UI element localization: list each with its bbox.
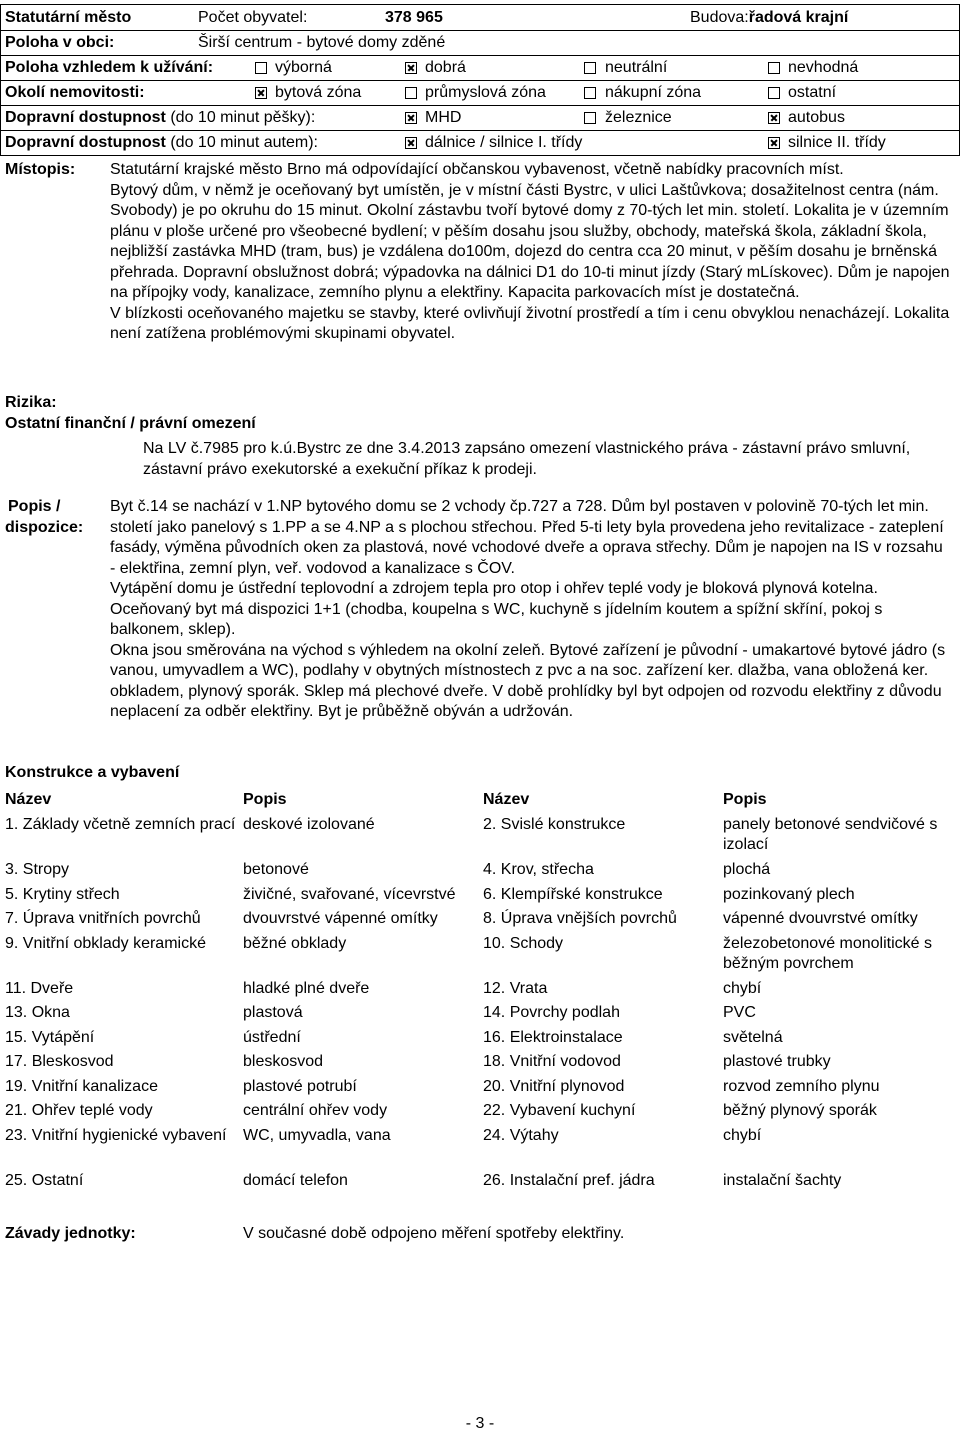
checkbox-mhd[interactable]: [405, 112, 417, 124]
item-description-cell: běžný plynový sporák: [723, 1102, 877, 1119]
checkbox-neutralni[interactable]: [584, 62, 596, 74]
checkbox-nevhodna[interactable]: [768, 62, 780, 74]
car-access-label: Dopravní dostupnost (do 10 minut autem):: [5, 134, 318, 151]
item-description-cell: plastové potrubí: [243, 1077, 357, 1095]
option-label: výborná: [275, 59, 332, 76]
mistopis-paragraph: Bytový dům, v němž je oceňovaný byt umístěn, je v místní části Bystrc, v ulici Laštůvkova; dosažitelnost centra (nám. Svobody) je po okruhu do 15 minut. Okolní zástavbu tvoří bytové domy z 70-tých let min. století. Lokalita je v územním plánu v ploše určené pro všeobecné bydlení; v pěším dosahu jsou služby, obchody, mateřská škola, základní škola, nejbližší zastávka MHD (tram, bus) je vzdálena do100m, dojezd do centra cca 20 minut, v pěším dosahu je brněnská přehrada. Dopravní obslužnost dobrá; výpadovka na dálnici D1 do 10-ti minut jízdy (Starý mLískovec). Dům je napojen na přípojky vody, kanalizace, zemního plynu a elektřiny. Kapacita parkovacích míst je dostatečná.: [110, 181, 950, 301]
rizika-text: Na LV č.7985 pro k.ú.Bystrc ze dne 3.4.2013 zapsáno omezení vlastnického práva - zástavní právo smluvní, zástavní právo exekutorské a exekuční příkaz k prodeji.: [143, 440, 911, 478]
table-row: [5, 1126, 957, 1171]
item-name-cell: 12. Vrata: [483, 979, 548, 997]
item-name-cell: 10. Schody: [483, 934, 564, 952]
rule: [0, 4, 1, 156]
item-name-cell: 21. Ohřev teplé vody: [5, 1102, 153, 1119]
option-label: dobrá: [425, 59, 466, 76]
item-name-cell: 16. Elektroinstalace: [483, 1028, 623, 1046]
option-label: MHD: [425, 109, 462, 126]
population-value: 378 965: [385, 9, 443, 26]
item-description-cell: instalační šachty: [723, 1171, 842, 1189]
checkbox-silnice-ii[interactable]: [768, 137, 780, 149]
rule: [0, 4, 960, 5]
option-label: železnice: [605, 109, 672, 126]
table-row: [5, 1003, 957, 1028]
column-header: Název: [483, 791, 530, 808]
option-label: silnice II. třídy: [788, 134, 886, 151]
popis-paragraph: Vytápění domu je ústřední teplovodní a zdrojem tepla pro otop i ohřev teplé vody je bloková plynová kotelna.: [110, 580, 878, 597]
checkbox-bytova-zona[interactable]: [255, 87, 267, 99]
item-name-cell: 15. Vytápění: [5, 1028, 95, 1046]
table-row: [5, 934, 957, 979]
item-name-cell: 14. Povrchy podlah: [483, 1004, 620, 1021]
konstrukce-title: Konstrukce a vybavení: [5, 764, 180, 781]
item-name-cell: 25. Ostatní: [5, 1171, 84, 1189]
item-name-cell: 8. Úprava vnějších povrchů: [483, 910, 677, 927]
usage-position-label: Poloha vzhledem k užívání:: [5, 59, 214, 76]
option-label: nákupní zóna: [605, 84, 702, 101]
popis-paragraph: Oceňovaný byt má dispozici 1+1 (chodba, koupelna s WC, kuchyně s jídelním koutem a spížní skříní, pokoj s balkonem, sklep).: [110, 600, 883, 638]
item-description-cell: běžné obklady: [243, 934, 347, 952]
item-description-cell: ústřední: [243, 1028, 301, 1046]
item-description-cell: deskové izolované: [243, 816, 375, 833]
item-name-cell: 9. Vnitřní obklady keramické: [5, 934, 206, 952]
column-header: Název: [5, 791, 52, 808]
checkbox-prumyslova-zona[interactable]: [405, 87, 417, 99]
table-row: [5, 1028, 957, 1053]
item-name-cell: 22. Vybavení kuchyní: [483, 1102, 636, 1119]
city-label: Statutární město: [5, 9, 132, 26]
checkbox-ostatni[interactable]: [768, 87, 780, 99]
mistopis-paragraph: Statutární krajské město Brno má odpovídající občanskou vybavenost, včetně nabídky pracovních míst.: [110, 161, 844, 178]
mistopis-paragraph: V blízkosti oceňovaného majetku se stavby, které ovlivňují životní prostředí a tím i cenu obvyklou nenacházejí. Lokalita není zatížena problémovými skupinami obyvatel.: [110, 304, 950, 342]
item-description-cell: panely betonové sendvičové s izolací: [723, 816, 938, 853]
item-description-cell: plastová: [243, 1004, 303, 1021]
rizika-sub-label: Ostatní finanční / právní omezení: [5, 415, 256, 432]
item-name-cell: 6. Klempířské konstrukce: [483, 885, 663, 903]
option-label: ostatní: [788, 84, 837, 101]
table-row: [5, 1077, 957, 1102]
option-label: neutrální: [605, 59, 668, 76]
table-row: [5, 1101, 957, 1126]
item-name-cell: 5. Krytiny střech: [5, 885, 120, 903]
item-description-cell: dvouvrstvé vápenné omítky: [243, 910, 438, 927]
item-name-cell: 4. Krov, střecha: [483, 861, 594, 878]
table-row: [5, 1171, 957, 1196]
item-name-cell: 7. Úprava vnitřních povrchů: [5, 910, 201, 927]
item-description-cell: živičné, svařované, vícevrstvé: [243, 885, 456, 903]
table-row: [5, 979, 957, 1004]
konstrukce-rows: [5, 815, 957, 1195]
checkbox-dobra[interactable]: [405, 62, 417, 74]
zavady-label: Závady jednotky:: [5, 1225, 136, 1242]
location-value: Širší centrum - bytové domy zděné: [198, 34, 446, 51]
table-row: [5, 909, 957, 934]
zavady-value: V současné době odpojeno měření spotřeby elektřiny.: [243, 1225, 625, 1242]
rule: [0, 155, 960, 156]
option-label: průmyslová zóna: [425, 84, 546, 101]
building-type: Budova:řadová krajní: [690, 9, 849, 26]
location-label: Poloha v obci:: [5, 34, 115, 51]
item-description-cell: pozinkovaný plech: [723, 885, 855, 903]
item-description-cell: betonové: [243, 861, 309, 878]
item-description-cell: plastové trubky: [723, 1053, 831, 1070]
item-description-cell: WC, umyvadla, vana: [243, 1126, 391, 1144]
mistopis-text: [110, 160, 950, 345]
item-description-cell: plochá: [723, 861, 771, 878]
item-description-cell: chybí: [723, 1126, 762, 1144]
rule: [0, 30, 960, 31]
option-label: dálnice / silnice I. třídy: [425, 134, 583, 151]
popis-paragraph: Byt č.14 se nachází v 1.NP bytového domu se 2 vchody čp.727 a 728. Dům byl postaven v polovině 70-tých let min. století jako panelový s 1.PP a se 4.NP a s plochou střechou. Před 5-ti lety byla provedena jeho revitalizace - zateplení fasády, výměna původních oken za plastová, nové vchodové dveře a oprava střechy. Dům je napojen na IS v rozsahu - elektřina, zemní plyn, veř. vodovod a kanalizace s ČOV.: [110, 498, 944, 577]
item-description-cell: železobetonové monolitické s běžným povrchem: [723, 934, 933, 972]
item-name-cell: 26. Instalační pref. jádra: [483, 1171, 655, 1189]
checkbox-dalnice[interactable]: [405, 137, 417, 149]
checkbox-autobus[interactable]: [768, 112, 780, 124]
item-description-cell: PVC: [723, 1004, 756, 1021]
item-name-cell: 19. Vnitřní kanalizace: [5, 1077, 158, 1095]
item-name-cell: 2. Svislé konstrukce: [483, 816, 626, 833]
option-label: nevhodná: [788, 59, 859, 76]
item-name-cell: 13. Okna: [5, 1004, 70, 1021]
mistopis-label: Místopis:: [5, 161, 76, 178]
option-label: bytová zóna: [275, 84, 362, 101]
rule: [0, 130, 960, 131]
item-description-cell: chybí: [723, 979, 762, 997]
table-row: [5, 1052, 957, 1077]
popis-label: Popis /: [8, 498, 61, 515]
item-name-cell: 1. Základy včetně zemních prací: [5, 816, 236, 833]
item-description-cell: hladké plné dveře: [243, 979, 370, 997]
item-name-cell: 18. Vnitřní vodovod: [483, 1053, 621, 1070]
item-name-cell: 17. Bleskosvod: [5, 1053, 114, 1070]
item-description-cell: vápenné dvouvrstvé omítky: [723, 910, 918, 927]
rule: [0, 105, 960, 106]
population-label: Počet obyvatel:: [198, 9, 308, 26]
surroundings-label: Okolí nemovitosti:: [5, 84, 145, 101]
item-name-cell: 20. Vnitřní plynovod: [483, 1077, 625, 1095]
item-name-cell: 3. Stropy: [5, 861, 70, 878]
item-name-cell: 23. Vnitřní hygienické vybavení: [5, 1126, 227, 1144]
page-number: - 3 -: [465, 1415, 495, 1432]
item-name-cell: 11. Dveře: [5, 979, 74, 997]
column-header: Popis: [243, 791, 287, 808]
checkbox-vyborna[interactable]: [255, 62, 267, 74]
checkbox-nakupni-zona[interactable]: [584, 87, 596, 99]
item-description-cell: centrální ohřev vody: [243, 1102, 388, 1119]
rizika-label: Rizika:: [5, 394, 57, 411]
item-description-cell: světelná: [723, 1028, 783, 1046]
dispozice-label: dispozice:: [5, 519, 84, 536]
popis-text: [110, 497, 950, 723]
table-row: [5, 885, 957, 910]
item-description-cell: rozvod zemního plynu: [723, 1077, 880, 1095]
option-label: autobus: [788, 109, 845, 126]
item-name-cell: 24. Výtahy: [483, 1126, 559, 1144]
checkbox-zeleznice[interactable]: [584, 112, 596, 124]
rule: [0, 55, 960, 56]
column-header: Popis: [723, 791, 767, 808]
item-description-cell: domácí telefon: [243, 1171, 348, 1189]
walking-access-label: Dopravní dostupnost (do 10 minut pěšky):: [5, 109, 316, 126]
konstrukce-table: [5, 790, 957, 1195]
item-description-cell: bleskosvod: [243, 1053, 324, 1070]
table-row: [5, 860, 957, 885]
popis-paragraph: Okna jsou směrována na východ s výhledem na okolní zeleň. Bytové zařízení je původní - umakartové bytové jádro (s vanou, umyvadlem a WC), podlahy v obytných místnostech z pvc a na soc. zařízení ker. dlažba, vana obložená ker. obkladem, plynový sporák. Sklep má plechové dveře. V době prohlídky byl byt odpojen od rozvodu elektřiny z důvodu neplacení za odběr elektřiny. Byt je průběžně obýván a udržován.: [110, 641, 946, 720]
table-row: [5, 815, 957, 860]
rule: [0, 80, 960, 81]
